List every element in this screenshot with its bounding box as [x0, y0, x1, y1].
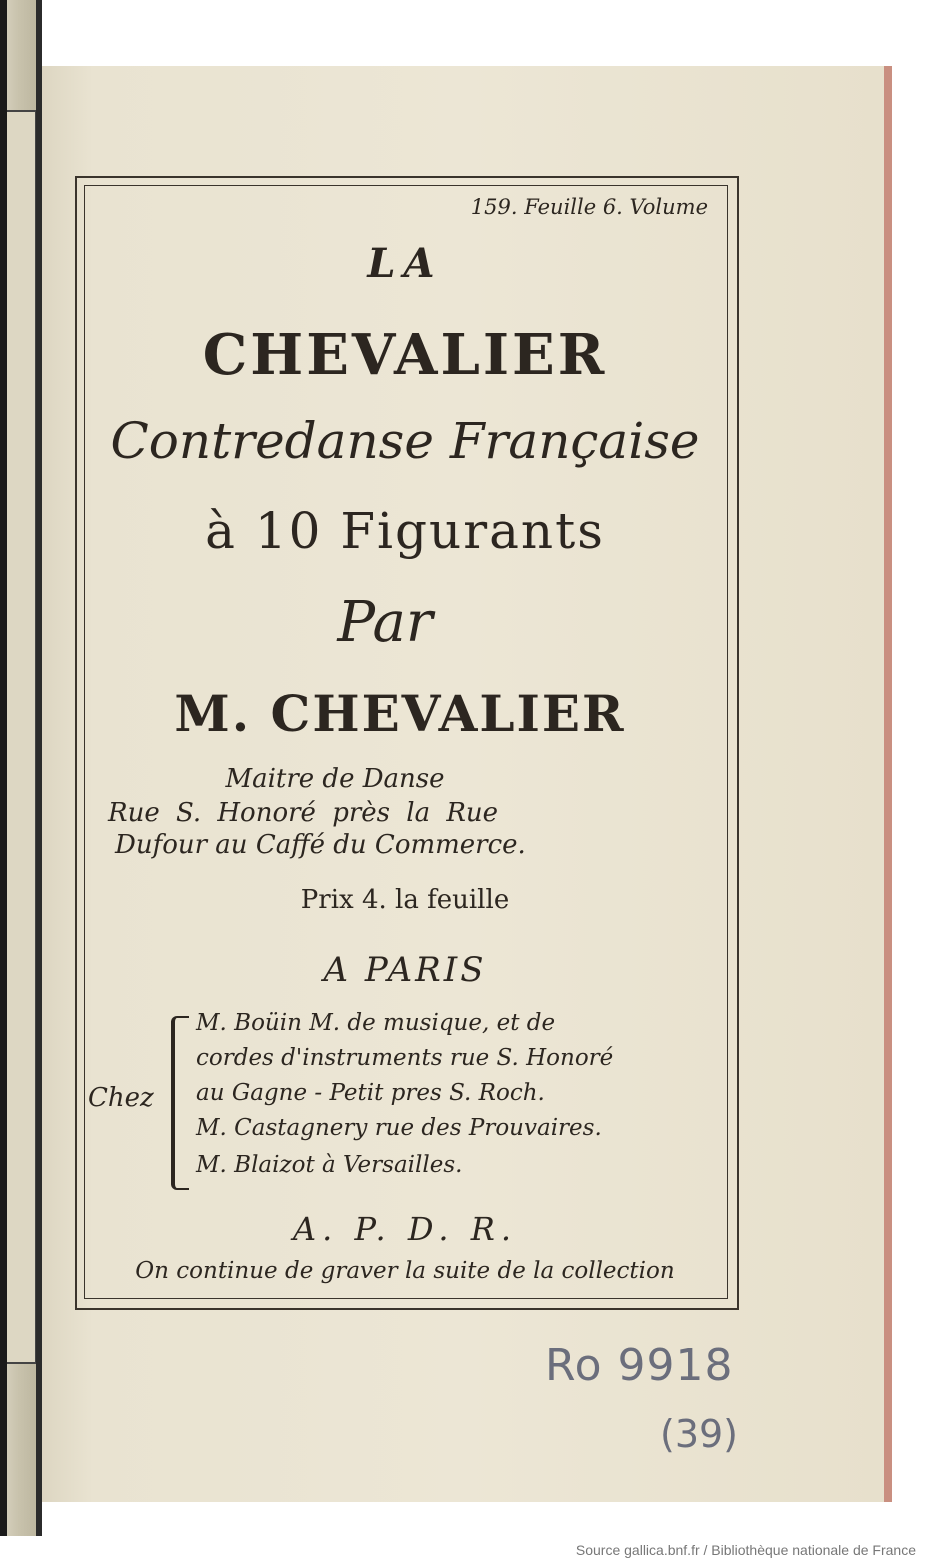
author-line-1: Maitre de Danse — [225, 764, 445, 794]
seller-line: M. Castagnery rue des Prouvaires. — [196, 1115, 602, 1141]
privilege-line: A. P. D. R. — [293, 1210, 517, 1248]
figurants-line: à 10 Figurants — [205, 502, 605, 560]
volume-label: 159. Feuille 6. Volume — [470, 195, 708, 219]
city-line: A PARIS — [323, 950, 487, 990]
price-line: Prix 4. la feuille — [300, 885, 510, 915]
seller-line: au Gagne - Petit pres S. Roch. — [196, 1080, 545, 1106]
source-credit: Source gallica.bnf.fr / Bibliothèque nationale de France — [575, 1542, 916, 1558]
seller-brace — [171, 1016, 189, 1190]
shelfmark: Ro 9918 — [545, 1340, 734, 1391]
page-red-edge — [884, 66, 892, 1502]
author-name: M. CHEVALIER — [174, 684, 626, 743]
seller-line: M. Boüin M. de musique, et de — [196, 1010, 556, 1036]
author-line-3: Dufour au Caffé du Commerce. — [115, 830, 526, 860]
title-main: CHEVALIER — [202, 322, 608, 388]
author-line-2: Rue S. Honoré près la Rue — [108, 798, 499, 828]
title-article: LA — [367, 240, 443, 287]
shelfmark-sub: (39) — [660, 1412, 739, 1456]
par-line: Par — [337, 590, 433, 655]
footer-note: On continue de graver la suite de la collection — [135, 1258, 675, 1284]
subtitle: Contredanse Française — [110, 412, 700, 470]
seller-line: cordes d'instruments rue S. Honoré — [196, 1045, 614, 1071]
seller-line: M. Blaizot à Versailles. — [196, 1152, 463, 1178]
chez-label: Chez — [88, 1083, 154, 1113]
